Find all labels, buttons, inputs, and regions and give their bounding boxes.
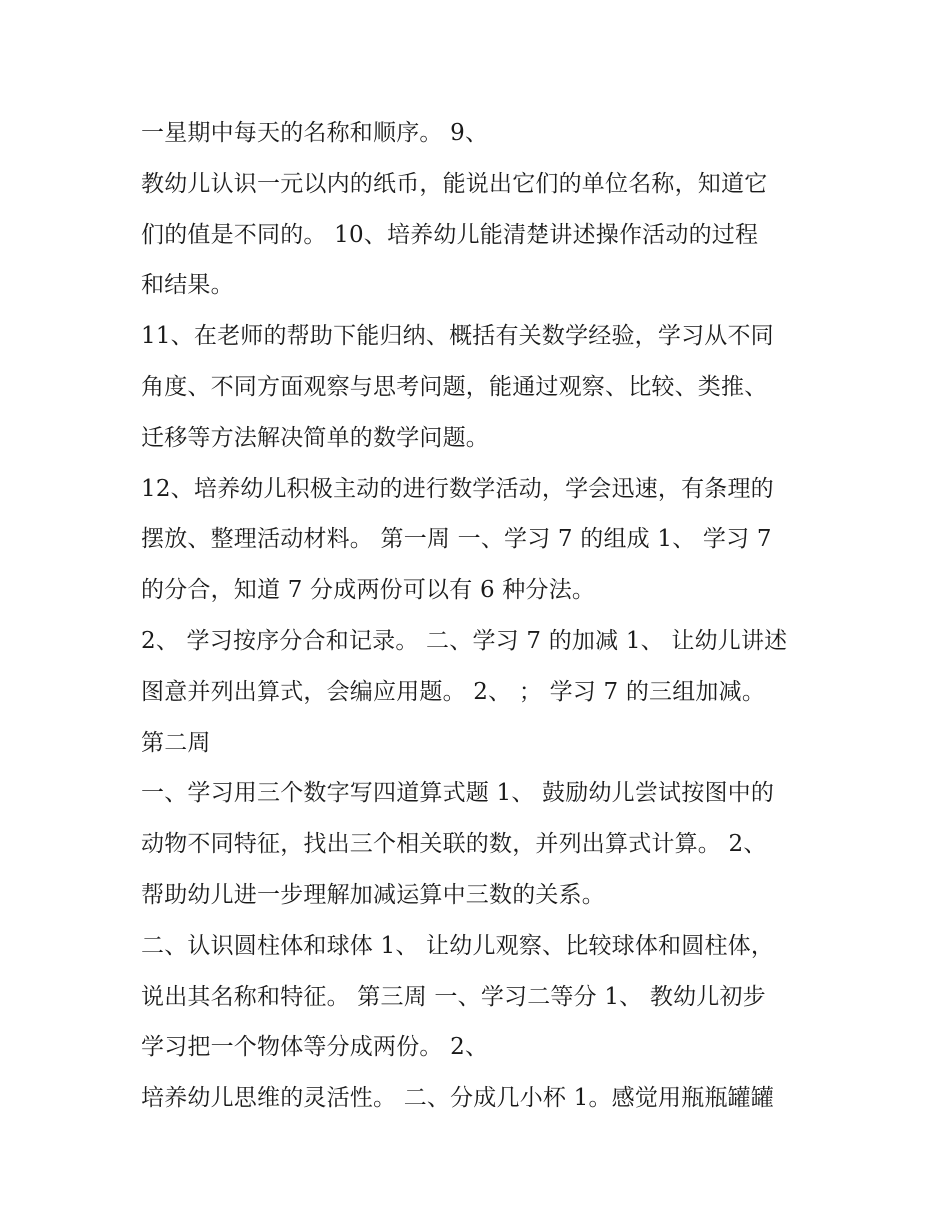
text-line: 2、 学习按序分合和记录。 二、学习 7 的加减 1、 让幼儿讲述 <box>141 627 788 654</box>
text-line: 一星期中每天的名称和顺序。 9、 <box>141 120 489 146</box>
text-line: 角度、不同方面观察与思考问题，能通过观察、比较、类推、 <box>141 373 768 400</box>
text-line: 们的值是不同的。 10、培养幼儿能清楚讲述操作活动的过程 <box>141 221 759 248</box>
text-line: 和结果。 <box>141 272 234 299</box>
text-line: 学习把一个物体等分成两份。 2、 <box>141 1034 489 1061</box>
text-line: 动物不同特征，找出三个相关联的数，并列出算式计算。 2、 <box>141 831 767 858</box>
text-line: 摆放、整理活动材料。 第一周 一、学习 7 的组成 1、 学习 7 <box>141 526 772 553</box>
section-heading: 第二周 <box>141 729 211 756</box>
text-line: 培养幼儿思维的灵活性。 二、分成几小杯 1。感觉用瓶瓶罐罐 <box>141 1085 775 1112</box>
text-line: 11、在老师的帮助下能归纳、概括有关数学经验，学习从不同 <box>141 323 774 350</box>
text-line: 图意并列出算式，会编应用题。 2、 ； 学习 7 的三组加减。 <box>141 678 766 705</box>
text-line: 一、学习用三个数字写四道算式题 1、 鼓励幼儿尝试按图中的 <box>141 780 775 807</box>
text-line: 12、培养幼儿积极主动的进行数学活动，学会迅速，有条理的 <box>141 475 774 502</box>
text-line: 帮助幼儿进一步理解加减运算中三数的关系。 <box>141 881 605 908</box>
text-line: 的分合，知道 7 分成两份可以有 6 种分法。 <box>141 577 596 604</box>
text-line: 迁移等方法解决简单的数学问题。 <box>141 424 489 451</box>
text-line: 教幼儿认识一元以内的纸币，能说出它们的单位名称，知道它 <box>141 170 768 197</box>
text-line: 二、认识圆柱体和球体 1、 让幼儿观察、比较球体和圆柱体， <box>141 932 775 959</box>
text-line: 说出其名称和特征。 第三周 一、学习二等分 1、 教幼儿初步 <box>141 983 766 1010</box>
document-body <box>141 108 821 1124</box>
